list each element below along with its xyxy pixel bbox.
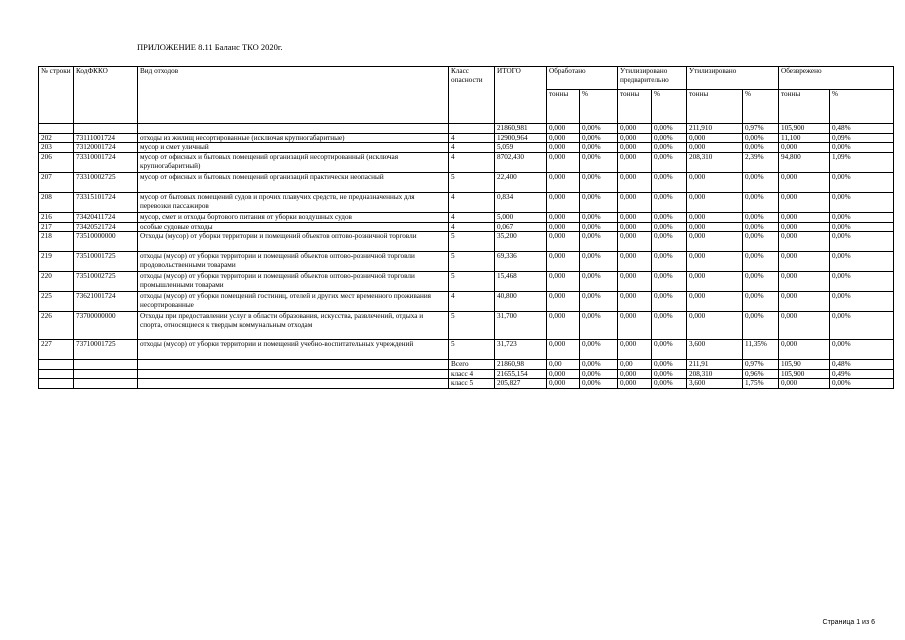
grand-total-value: 0,48% bbox=[830, 124, 894, 134]
row-value: 0,000 bbox=[618, 232, 652, 252]
row-value: 0,00% bbox=[830, 143, 894, 153]
summary-total: 21655,154 bbox=[495, 369, 547, 379]
row-value: 0,00% bbox=[580, 292, 618, 312]
subheader-percent: % bbox=[652, 90, 687, 124]
summary-value: 0,00% bbox=[652, 360, 687, 370]
row-value: 0,00% bbox=[652, 172, 687, 192]
row-value: 11,35% bbox=[743, 340, 779, 360]
summary-label: Всего bbox=[449, 360, 495, 370]
row-total: 0,067 bbox=[495, 222, 547, 232]
row-hazard-class: 4 bbox=[449, 152, 495, 172]
table-row bbox=[39, 272, 894, 292]
row-value: 0,000 bbox=[779, 222, 830, 232]
row-value: 11,100 bbox=[779, 133, 830, 143]
row-value: 0,000 bbox=[618, 172, 652, 192]
row-total: 0,834 bbox=[495, 192, 547, 212]
summary-row bbox=[39, 379, 894, 389]
row-value: 0,000 bbox=[687, 292, 743, 312]
row-value: 0,00% bbox=[652, 212, 687, 222]
row-value: 0,00% bbox=[580, 252, 618, 272]
row-value: 0,000 bbox=[687, 222, 743, 232]
summary-label: класс 4 bbox=[449, 369, 495, 379]
row-value: 0,09% bbox=[830, 133, 894, 143]
row-value: 0,000 bbox=[687, 232, 743, 252]
row-number: 207 bbox=[39, 172, 74, 192]
row-value: 0,000 bbox=[687, 312, 743, 340]
header-utilized-pre: Утилизировано предварительно bbox=[618, 67, 687, 90]
row-value: 0,000 bbox=[547, 212, 580, 222]
empty-cell bbox=[39, 124, 74, 134]
row-waste-name: мусор от офисных и бытовых помещений организаций практически неопасный bbox=[138, 172, 449, 192]
summary-value: 0,48% bbox=[830, 360, 894, 370]
summary-value: 0,00 bbox=[618, 360, 652, 370]
empty-cell bbox=[138, 360, 449, 370]
row-code: 73510002725 bbox=[74, 272, 138, 292]
row-value: 0,000 bbox=[547, 192, 580, 212]
grand-total-value: 0,00% bbox=[580, 124, 618, 134]
row-hazard-class: 5 bbox=[449, 172, 495, 192]
row-value: 0,00% bbox=[830, 312, 894, 340]
row-value: 0,000 bbox=[687, 192, 743, 212]
row-value: 0,00% bbox=[743, 272, 779, 292]
summary-value: 0,00% bbox=[580, 369, 618, 379]
row-value: 0,00% bbox=[580, 340, 618, 360]
grand-total-value: 0,000 bbox=[618, 124, 652, 134]
row-value: 0,00% bbox=[830, 222, 894, 232]
row-value: 0,000 bbox=[618, 272, 652, 292]
empty-cell bbox=[74, 369, 138, 379]
row-code: 73510000000 bbox=[74, 232, 138, 252]
row-value: 0,00% bbox=[830, 252, 894, 272]
header-row-number: № строки bbox=[39, 67, 74, 124]
row-hazard-class: 4 bbox=[449, 133, 495, 143]
table-row bbox=[39, 192, 894, 212]
row-value: 0,00% bbox=[580, 272, 618, 292]
row-code: 73510001725 bbox=[74, 252, 138, 272]
row-value: 0,00% bbox=[652, 143, 687, 153]
row-value: 0,00% bbox=[743, 312, 779, 340]
row-code: 73310002725 bbox=[74, 172, 138, 192]
empty-cell bbox=[138, 124, 449, 134]
row-value: 0,000 bbox=[779, 172, 830, 192]
row-value: 0,00% bbox=[580, 192, 618, 212]
header-total: ИТОГО bbox=[495, 67, 547, 124]
row-code: 73710001725 bbox=[74, 340, 138, 360]
row-waste-name: Отходы (мусор) от уборки территории и помещений объектов оптово-розничной торговли bbox=[138, 232, 449, 252]
table-row bbox=[39, 232, 894, 252]
subheader-percent: % bbox=[830, 90, 894, 124]
summary-value: 0,96% bbox=[743, 369, 779, 379]
row-value: 0,00% bbox=[580, 152, 618, 172]
row-value: 0,00% bbox=[743, 232, 779, 252]
row-value: 0,00% bbox=[580, 312, 618, 340]
summary-value: 105,90 bbox=[779, 360, 830, 370]
subheader-tons: тонны bbox=[779, 90, 830, 124]
row-total: 31,700 bbox=[495, 312, 547, 340]
row-waste-name: особые судовые отходы bbox=[138, 222, 449, 232]
table-row bbox=[39, 292, 894, 312]
row-code: 73420411724 bbox=[74, 212, 138, 222]
header-neutralized: Обезврежено bbox=[779, 67, 894, 90]
page-number: Страница 1 из 6 bbox=[822, 619, 875, 626]
row-value: 0,00% bbox=[580, 143, 618, 153]
row-number: 216 bbox=[39, 212, 74, 222]
table-row bbox=[39, 222, 894, 232]
grand-total-value: 0,000 bbox=[547, 124, 580, 134]
empty-cell bbox=[74, 379, 138, 389]
empty-cell bbox=[39, 379, 74, 389]
row-value: 0,00% bbox=[580, 212, 618, 222]
grand-total-value: 0,97% bbox=[743, 124, 779, 134]
row-total: 12900,964 bbox=[495, 133, 547, 143]
header-row bbox=[39, 67, 894, 90]
row-value: 0,00% bbox=[652, 232, 687, 252]
row-waste-name: отходы (мусор) от уборки территории и помещений объектов оптово-розничной торговли промышленными товарами bbox=[138, 272, 449, 292]
row-code: 73420521724 bbox=[74, 222, 138, 232]
grand-total-value: 105,900 bbox=[779, 124, 830, 134]
summary-value: 0,000 bbox=[547, 379, 580, 389]
grand-total-value: 21860,981 bbox=[495, 124, 547, 134]
row-total: 40,800 bbox=[495, 292, 547, 312]
row-value: 0,000 bbox=[687, 172, 743, 192]
row-value: 0,000 bbox=[687, 133, 743, 143]
grand-total-value: 211,910 bbox=[687, 124, 743, 134]
summary-value: 0,00% bbox=[580, 360, 618, 370]
row-code: 73120001724 bbox=[74, 143, 138, 153]
row-total: 5,000 bbox=[495, 212, 547, 222]
row-value: 0,00% bbox=[652, 340, 687, 360]
row-number: 219 bbox=[39, 252, 74, 272]
row-hazard-class: 4 bbox=[449, 192, 495, 212]
row-waste-name: отходы (мусор) от уборки территории и помещений объектов оптово-розничной торговли продовольственными товарами bbox=[138, 252, 449, 272]
subheader-percent: % bbox=[580, 90, 618, 124]
summary-row bbox=[39, 360, 894, 370]
header-processed: Обработано bbox=[547, 67, 618, 90]
summary-value: 0,00% bbox=[652, 379, 687, 389]
empty-cell bbox=[39, 369, 74, 379]
row-value: 0,00% bbox=[652, 292, 687, 312]
row-value: 0,000 bbox=[779, 312, 830, 340]
waste-balance-table bbox=[38, 66, 894, 389]
row-waste-name: отходы из жилищ несортированные (исключая крупногабаритные) bbox=[138, 133, 449, 143]
row-hazard-class: 5 bbox=[449, 312, 495, 340]
summary-value: 3,600 bbox=[687, 379, 743, 389]
row-number: 218 bbox=[39, 232, 74, 252]
row-value: 0,00% bbox=[830, 212, 894, 222]
summary-total: 205,827 bbox=[495, 379, 547, 389]
row-value: 0,00% bbox=[652, 192, 687, 212]
row-hazard-class: 5 bbox=[449, 340, 495, 360]
row-value: 0,000 bbox=[779, 192, 830, 212]
row-code: 73621001724 bbox=[74, 292, 138, 312]
empty-cell bbox=[138, 379, 449, 389]
header-code: КодФККО bbox=[74, 67, 138, 124]
row-value: 0,00% bbox=[652, 133, 687, 143]
row-waste-name: отходы (мусор) от уборки помещений гостиниц, отелей и других мест временного проживания несортированные bbox=[138, 292, 449, 312]
empty-cell bbox=[74, 360, 138, 370]
row-value: 0,00% bbox=[652, 152, 687, 172]
subheader-tons: тонны bbox=[687, 90, 743, 124]
empty-cell bbox=[39, 360, 74, 370]
subheader-tons: тонны bbox=[547, 90, 580, 124]
header-hazard-class: Класс опасности bbox=[449, 67, 495, 124]
subheader-tons: тонны bbox=[618, 90, 652, 124]
row-total: 31,723 bbox=[495, 340, 547, 360]
row-number: 206 bbox=[39, 152, 74, 172]
row-hazard-class: 4 bbox=[449, 292, 495, 312]
row-value: 0,00% bbox=[743, 192, 779, 212]
row-hazard-class: 5 bbox=[449, 272, 495, 292]
row-value: 0,000 bbox=[618, 192, 652, 212]
subheader-percent: % bbox=[743, 90, 779, 124]
row-hazard-class: 4 bbox=[449, 222, 495, 232]
row-waste-name: мусор от бытовых помещений судов и прочих плавучих средств, не предназначенных для перевозки пассажиров bbox=[138, 192, 449, 212]
row-number: 217 bbox=[39, 222, 74, 232]
row-value: 0,000 bbox=[618, 292, 652, 312]
row-value: 0,00% bbox=[652, 312, 687, 340]
row-number: 202 bbox=[39, 133, 74, 143]
row-value: 0,000 bbox=[618, 252, 652, 272]
row-value: 0,00% bbox=[652, 222, 687, 232]
row-hazard-class: 4 bbox=[449, 143, 495, 153]
row-waste-name: мусор и смет уличный bbox=[138, 143, 449, 153]
row-value: 0,000 bbox=[779, 340, 830, 360]
row-total: 8702,430 bbox=[495, 152, 547, 172]
summary-value: 105,900 bbox=[779, 369, 830, 379]
row-total: 69,336 bbox=[495, 252, 547, 272]
row-value: 0,00% bbox=[652, 272, 687, 292]
row-value: 3,600 bbox=[687, 340, 743, 360]
row-value: 0,000 bbox=[618, 340, 652, 360]
summary-value: 1,75% bbox=[743, 379, 779, 389]
row-value: 0,000 bbox=[779, 252, 830, 272]
row-value: 0,00% bbox=[743, 212, 779, 222]
row-value: 0,000 bbox=[687, 252, 743, 272]
empty-cell bbox=[74, 124, 138, 134]
table-row bbox=[39, 252, 894, 272]
row-value: 0,000 bbox=[618, 143, 652, 153]
table-row bbox=[39, 212, 894, 222]
table-row bbox=[39, 312, 894, 340]
summary-value: 0,000 bbox=[547, 369, 580, 379]
row-total: 35,200 bbox=[495, 232, 547, 252]
row-number: 225 bbox=[39, 292, 74, 312]
row-value: 0,000 bbox=[547, 152, 580, 172]
row-value: 0,000 bbox=[547, 143, 580, 153]
summary-value: 0,97% bbox=[743, 360, 779, 370]
table-row bbox=[39, 340, 894, 360]
row-value: 0,000 bbox=[547, 232, 580, 252]
row-value: 0,00% bbox=[743, 252, 779, 272]
row-value: 0,00% bbox=[580, 232, 618, 252]
row-value: 0,000 bbox=[779, 272, 830, 292]
grand-total-value: 0,00% bbox=[652, 124, 687, 134]
row-waste-name: мусор от офисных и бытовых помещений организаций несортированный (исключая крупногабаритный) bbox=[138, 152, 449, 172]
row-value: 208,310 bbox=[687, 152, 743, 172]
row-value: 0,000 bbox=[779, 212, 830, 222]
row-value: 0,000 bbox=[687, 212, 743, 222]
summary-value: 0,49% bbox=[830, 369, 894, 379]
row-code: 73310001724 bbox=[74, 152, 138, 172]
row-number: 208 bbox=[39, 192, 74, 212]
document-title: ПРИЛОЖЕНИЕ 8.11 Баланс ТКО 2020г. bbox=[137, 42, 283, 52]
row-waste-name: Отходы при предоставлении услуг в области образования, искусства, развлечений, отдыха и спорта, относящиеся к твердым коммунальным отходам bbox=[138, 312, 449, 340]
row-value: 1,09% bbox=[830, 152, 894, 172]
row-value: 0,00% bbox=[580, 222, 618, 232]
row-value: 0,00% bbox=[743, 292, 779, 312]
row-total: 15,468 bbox=[495, 272, 547, 292]
row-value: 0,00% bbox=[830, 172, 894, 192]
header-waste-type: Вид отходов bbox=[138, 67, 449, 124]
row-value: 0,000 bbox=[547, 222, 580, 232]
row-value: 0,00% bbox=[743, 172, 779, 192]
summary-value: 0,000 bbox=[618, 369, 652, 379]
summary-value: 0,00% bbox=[580, 379, 618, 389]
row-value: 0,00% bbox=[830, 340, 894, 360]
empty-cell bbox=[449, 124, 495, 134]
summary-row bbox=[39, 369, 894, 379]
header-utilized: Утилизировано bbox=[687, 67, 779, 90]
row-value: 0,00% bbox=[830, 232, 894, 252]
summary-value: 208,310 bbox=[687, 369, 743, 379]
summary-value: 0,000 bbox=[779, 379, 830, 389]
summary-value: 0,00% bbox=[652, 369, 687, 379]
summary-value: 211,91 bbox=[687, 360, 743, 370]
row-value: 0,000 bbox=[547, 272, 580, 292]
summary-label: класс 5 bbox=[449, 379, 495, 389]
row-hazard-class: 5 bbox=[449, 232, 495, 252]
row-value: 94,800 bbox=[779, 152, 830, 172]
row-value: 0,000 bbox=[547, 292, 580, 312]
row-number: 226 bbox=[39, 312, 74, 340]
grand-total-row bbox=[39, 124, 894, 134]
row-hazard-class: 4 bbox=[449, 212, 495, 222]
row-value: 0,00% bbox=[580, 133, 618, 143]
summary-total: 21860,98 bbox=[495, 360, 547, 370]
row-value: 0,00% bbox=[830, 292, 894, 312]
table-row bbox=[39, 143, 894, 153]
table-row bbox=[39, 133, 894, 143]
empty-cell bbox=[138, 369, 449, 379]
row-value: 2,39% bbox=[743, 152, 779, 172]
summary-value: 0,00% bbox=[830, 379, 894, 389]
row-value: 0,000 bbox=[687, 143, 743, 153]
row-value: 0,000 bbox=[618, 152, 652, 172]
row-value: 0,000 bbox=[779, 292, 830, 312]
row-code: 73111001724 bbox=[74, 133, 138, 143]
row-value: 0,00% bbox=[580, 172, 618, 192]
row-value: 0,00% bbox=[830, 192, 894, 212]
row-value: 0,00% bbox=[743, 222, 779, 232]
row-value: 0,000 bbox=[618, 312, 652, 340]
row-code: 73700000000 bbox=[74, 312, 138, 340]
table-row bbox=[39, 172, 894, 192]
row-value: 0,00% bbox=[743, 133, 779, 143]
row-value: 0,000 bbox=[779, 143, 830, 153]
row-total: 5,059 bbox=[495, 143, 547, 153]
table-row bbox=[39, 152, 894, 172]
row-value: 0,000 bbox=[779, 232, 830, 252]
row-number: 227 bbox=[39, 340, 74, 360]
row-value: 0,000 bbox=[547, 252, 580, 272]
row-value: 0,00% bbox=[652, 252, 687, 272]
summary-value: 0,00 bbox=[547, 360, 580, 370]
row-value: 0,00% bbox=[830, 272, 894, 292]
row-value: 0,000 bbox=[618, 212, 652, 222]
row-value: 0,000 bbox=[547, 340, 580, 360]
row-value: 0,000 bbox=[547, 172, 580, 192]
row-value: 0,000 bbox=[547, 133, 580, 143]
row-value: 0,00% bbox=[743, 143, 779, 153]
row-value: 0,000 bbox=[687, 272, 743, 292]
row-value: 0,000 bbox=[618, 222, 652, 232]
row-number: 203 bbox=[39, 143, 74, 153]
row-total: 22,400 bbox=[495, 172, 547, 192]
row-value: 0,000 bbox=[547, 312, 580, 340]
summary-value: 0,000 bbox=[618, 379, 652, 389]
row-waste-name: отходы (мусор) от уборки территории и помещений учебно-воспитательных учреждений bbox=[138, 340, 449, 360]
row-waste-name: мусор, смет и отходы бортового питания от уборки воздушных судов bbox=[138, 212, 449, 222]
row-hazard-class: 5 bbox=[449, 252, 495, 272]
row-value: 0,000 bbox=[618, 133, 652, 143]
row-code: 73315101724 bbox=[74, 192, 138, 212]
row-number: 220 bbox=[39, 272, 74, 292]
